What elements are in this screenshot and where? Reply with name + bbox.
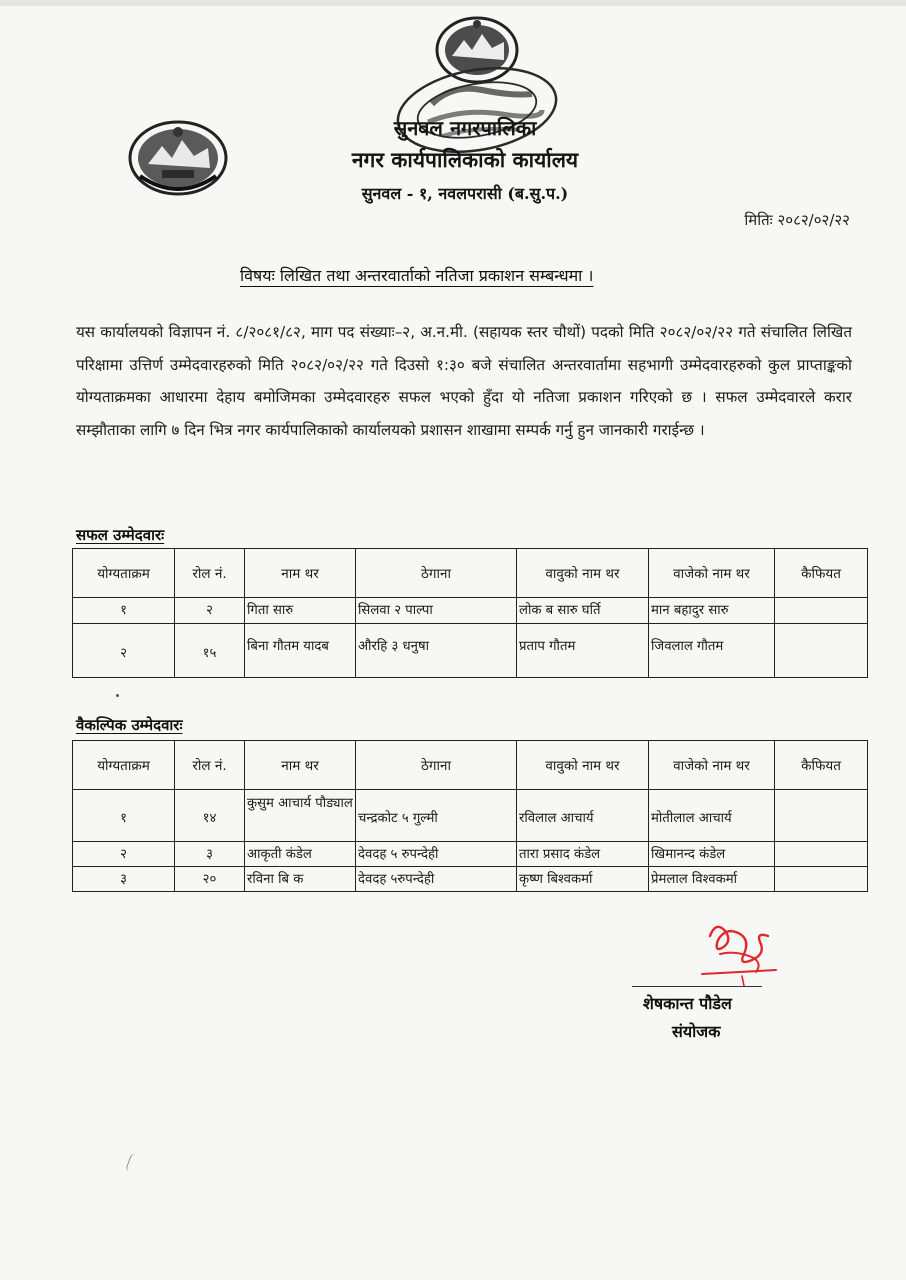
grandfather-name-cell: जिवलाल गौतम — [649, 624, 775, 678]
remarks-cell — [775, 842, 868, 867]
father-name-cell: लोक ब सारु घर्ति — [517, 598, 649, 624]
grandfather-name-cell: खिमानन्द कंडेल — [649, 842, 775, 867]
name-cell: रविना बि क — [245, 867, 356, 892]
column-header: योग्यताक्रम — [73, 741, 175, 790]
grandfather-name-cell: प्रेमलाल विश्वकर्मा — [649, 867, 775, 892]
roll-cell: ३ — [175, 842, 245, 867]
column-header: वाजेको नाम थर — [649, 549, 775, 598]
column-header: नाम थर — [245, 741, 356, 790]
remarks-cell — [775, 790, 868, 842]
alternate-candidates-heading: वैकल्पिक उम्मेदवारः — [76, 716, 183, 734]
roll-cell: २ — [175, 598, 245, 624]
document-date: मितिः २०८२/०२/२२ — [744, 211, 850, 229]
column-header: कैफियत — [775, 549, 868, 598]
address-cell: चन्द्रकोट ५ गुल्मी — [356, 790, 517, 842]
father-name-cell: कृष्ण बिश्वकर्मा — [517, 867, 649, 892]
rank-cell: १ — [73, 598, 175, 624]
name-cell: आकृती कंडेल — [245, 842, 356, 867]
column-header: कैफियत — [775, 741, 868, 790]
roll-cell: १४ — [175, 790, 245, 842]
father-name-cell: प्रताप गौतम — [517, 624, 649, 678]
column-header: वावुको नाम थर — [517, 549, 649, 598]
column-header: नाम थर — [245, 549, 356, 598]
document-subject: विषयः लिखित तथा अन्तरवार्ताको नतिजा प्रकाशन सम्बन्धमा । — [240, 266, 594, 285]
office-address: सुनवल - १, नवलपरासी (ब.सु.प.) — [361, 184, 569, 203]
father-name-cell: तारा प्रसाद कंडेल — [517, 842, 649, 867]
table-header-row — [73, 549, 868, 598]
scan-speck — [116, 694, 119, 697]
table-header-row — [73, 741, 868, 790]
remarks-cell — [775, 624, 868, 678]
rank-cell: २ — [73, 842, 175, 867]
remarks-cell — [775, 867, 868, 892]
address-cell: देवदह ५रुपन्देही — [356, 867, 517, 892]
successful-candidates-heading: सफल उम्मेदवारः — [76, 526, 165, 544]
nepal-emblem-logo — [126, 118, 230, 198]
table-row — [73, 624, 868, 678]
official-stamp-seal — [392, 64, 562, 156]
rank-cell: २ — [73, 624, 175, 678]
column-header: वावुको नाम थर — [517, 741, 649, 790]
rank-cell: ३ — [73, 867, 175, 892]
signature-line — [632, 986, 762, 987]
name-cell: बिना गौतम यादब — [245, 624, 356, 678]
notice-body: यस कार्यालयको विज्ञापन नं. ८/२०८१/८२, माग पद संख्याः–२, अ.न.मी. (सहायक स्तर चौथों) पदको मिति २०८२/०२/२२ गते संचालित लिखित परिक्षामा उत्तिर्ण उम्मेदवारहरुको मिति २०८२/०२/२२ गते दिउसो १:३० बजे संचालित अन्तरवार्तामा सहभागी उम्मेदवारहरुको कुल प्राप्ताङ्कको योग्यताक्रमका आधारमा देहाय बमोजिमका उम्मेदवारहरु सफल भएको हुँदा यो नतिजा प्रकाशन गरिएको छ । सफल उम्मेदवारले करार सम्झौताका लागि ७ दिन भित्र नगर कार्यपालिकाको कार्यालयको प्रशासन शाखामा सम्पर्क गर्नु हुन जानकारी गराईन्छ । — [76, 323, 852, 439]
column-header: ठेगाना — [356, 549, 517, 598]
successful-candidates-table — [72, 548, 868, 678]
address-cell: सिलवा २ पाल्पा — [356, 598, 517, 624]
address-cell: औरहि ३ धनुषा — [356, 624, 517, 678]
column-header: वाजेको नाम थर — [649, 741, 775, 790]
table-row — [73, 842, 868, 867]
scan-mark — [125, 1153, 140, 1173]
table-row — [73, 790, 868, 842]
column-header: ठेगाना — [356, 741, 517, 790]
signer-role: संयोजक — [672, 1022, 721, 1041]
rank-cell: १ — [73, 790, 175, 842]
name-cell: कुसुम आचार्य पौड्याल — [245, 790, 356, 842]
father-name-cell: रविलाल आचार्य — [517, 790, 649, 842]
handwritten-signature — [696, 914, 784, 988]
address-cell: देवदह ५ रुपन्देही — [356, 842, 517, 867]
column-header: रोल नं. — [175, 549, 245, 598]
grandfather-name-cell: मोतीलाल आचार्य — [649, 790, 775, 842]
alternate-candidates-table — [72, 740, 868, 892]
municipality-name: सुनवल नगरपालिका — [393, 116, 537, 140]
grandfather-name-cell: मान बहादुर सारु — [649, 598, 775, 624]
office-name: नगर कार्यपालिकाको कार्यालय — [351, 147, 579, 172]
roll-cell: १५ — [175, 624, 245, 678]
remarks-cell — [775, 598, 868, 624]
table-row — [73, 598, 868, 624]
signer-name: शेषकान्त पौडेल — [643, 994, 732, 1013]
table-row — [73, 867, 868, 892]
column-header: रोल नं. — [175, 741, 245, 790]
roll-cell: २० — [175, 867, 245, 892]
name-cell: गिता सारु — [245, 598, 356, 624]
column-header: योग्यताक्रम — [73, 549, 175, 598]
